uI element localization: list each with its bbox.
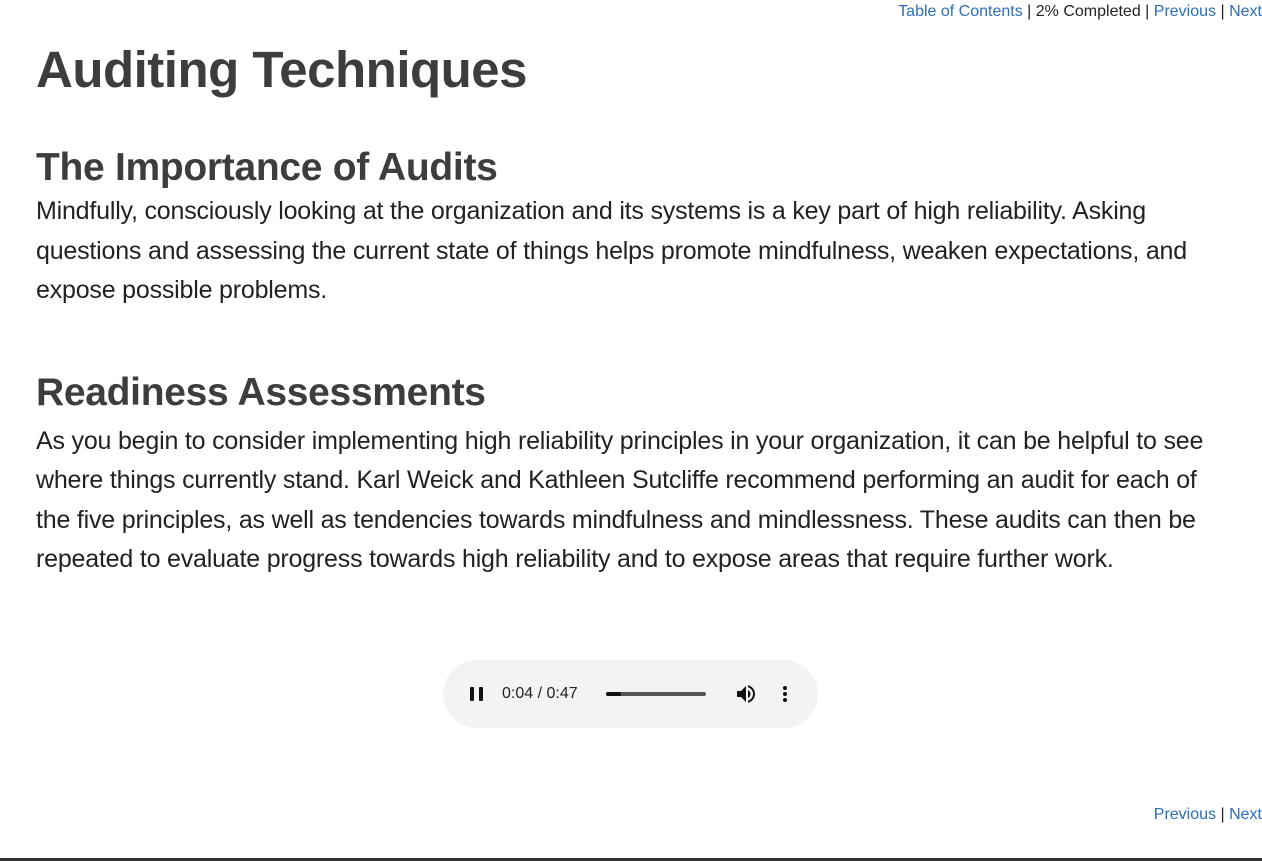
nav-separator: | <box>1145 3 1154 20</box>
more-vertical-icon[interactable] <box>773 682 797 706</box>
section-heading-importance: The Importance of Audits <box>36 146 498 189</box>
section-body-readiness: As you begin to consider implementing high reliability principles in your organization, it can be helpful to see where things currently stand. Karl Weick and Kathleen Sutcliffe recommend performing an audit for each of the five principles, as well as tendencies towards mindfulness and mindlessness. These audits can then be repeated to evaluate progress towards high reliability and to expose areas that require further work. <box>36 426 1204 573</box>
audio-seek-progress <box>606 692 621 696</box>
table-of-contents-link[interactable]: Table of Contents <box>898 3 1023 20</box>
next-link-bottom[interactable]: Next <box>1229 806 1262 823</box>
pause-icon[interactable] <box>465 682 489 706</box>
nav-separator: | <box>1220 806 1230 823</box>
progress-status: 2% Completed <box>1035 3 1141 20</box>
previous-link-bottom[interactable]: Previous <box>1153 806 1217 823</box>
nav-separator: | <box>1027 3 1036 20</box>
bottom-navigation <box>1154 805 1262 825</box>
audio-seek-bar[interactable] <box>606 692 706 696</box>
volume-icon[interactable] <box>734 682 758 706</box>
page-title: Auditing Techniques <box>36 41 528 98</box>
nav-separator: | <box>1220 3 1230 20</box>
main-content <box>36 38 1226 580</box>
audio-player <box>443 660 818 728</box>
section-heading-readiness: Readiness Assessments <box>36 370 486 414</box>
audio-time-display: 0:04 / 0:47 <box>502 685 578 702</box>
top-navigation <box>898 2 1262 22</box>
previous-link[interactable]: Previous <box>1153 3 1217 20</box>
section-body-importance: Mindfully, consciously looking at the organization and its systems is a key part of high reliability. Asking questions and assessing the current state of things helps promote mindfulness, weaken expectations, and expose possible problems. <box>36 197 1187 304</box>
next-link[interactable]: Next <box>1229 3 1262 20</box>
